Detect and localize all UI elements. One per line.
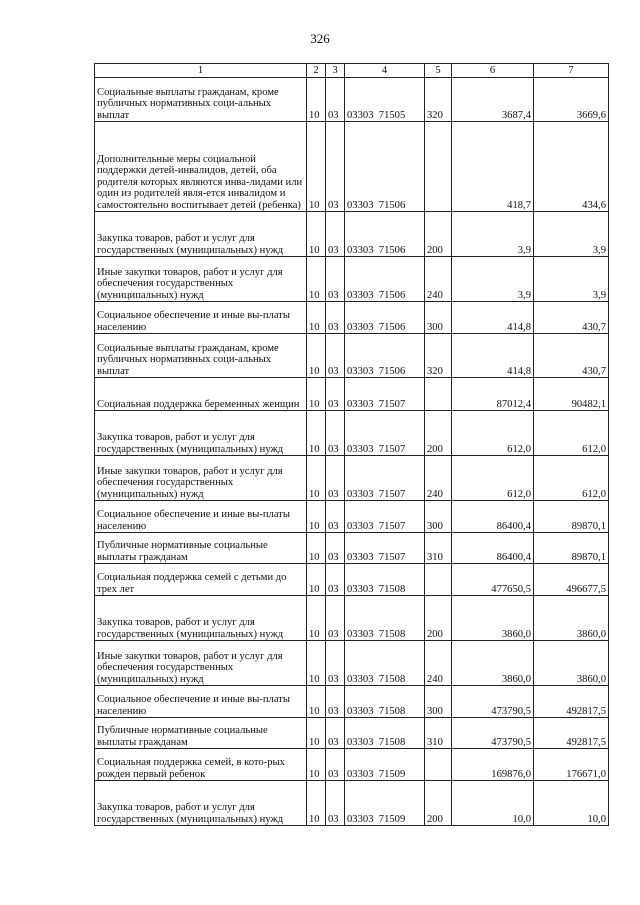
column-header-7: 7	[534, 64, 609, 78]
row-section: 10	[307, 596, 326, 641]
row-expense-type: 300	[425, 302, 452, 334]
row-section: 10	[307, 257, 326, 302]
row-expense-type: 200	[425, 781, 452, 826]
page-number: 326	[310, 31, 330, 46]
row-subsection: 03	[326, 411, 345, 456]
row-expense-type: 300	[425, 501, 452, 533]
row-subsection: 03	[326, 564, 345, 596]
row-target-article: 03303 71509	[345, 781, 425, 826]
column-header-2: 2	[307, 64, 326, 78]
row-target-article: 03303 71507	[345, 411, 425, 456]
row-expense-type: 320	[425, 78, 452, 122]
row-target-article: 03303 71507	[345, 456, 425, 501]
row-section: 10	[307, 718, 326, 749]
row-name: Социальная поддержка семей, в кото-рых рожден первый ребенок	[95, 749, 307, 781]
row-expense-type: 240	[425, 641, 452, 686]
row-amount-6: 3860,0	[452, 641, 534, 686]
row-name: Социальное обеспечение и иные вы-платы населению	[95, 686, 307, 718]
row-subsection: 03	[326, 501, 345, 533]
table-row	[95, 411, 609, 456]
row-amount-6: 3,9	[452, 212, 534, 257]
row-amount-6: 477650,5	[452, 564, 534, 596]
row-amount-7: 3669,6	[534, 78, 609, 122]
row-amount-6: 473790,5	[452, 686, 534, 718]
row-amount-7: 612,0	[534, 411, 609, 456]
row-target-article: 03303 71508	[345, 596, 425, 641]
row-expense-type: 240	[425, 456, 452, 501]
row-section: 10	[307, 334, 326, 378]
row-section: 10	[307, 564, 326, 596]
row-name: Закупка товаров, работ и услуг для государственных (муниципальных) нужд	[95, 596, 307, 641]
header-row	[95, 64, 609, 78]
row-name: Публичные нормативные социальные выплаты гражданам	[95, 533, 307, 564]
row-name: Закупка товаров, работ и услуг для государственных (муниципальных) нужд	[95, 781, 307, 826]
row-amount-7: 430,7	[534, 334, 609, 378]
column-header-6: 6	[452, 64, 534, 78]
row-expense-type: 200	[425, 411, 452, 456]
row-section: 10	[307, 686, 326, 718]
row-amount-6: 473790,5	[452, 718, 534, 749]
row-target-article: 03303 71507	[345, 501, 425, 533]
row-amount-7: 3,9	[534, 257, 609, 302]
table-row	[95, 212, 609, 257]
row-name: Дополнительные меры социальной поддержки детей-инвалидов, детей, оба родителя которых являются инва-лидами или один из родителей явля-ется инвалидом и самостоятельно воспитывает детей (ребенка)	[95, 122, 307, 212]
table-row	[95, 257, 609, 302]
row-target-article: 03303 71506	[345, 122, 425, 212]
row-name: Социальное обеспечение и иные вы-платы населению	[95, 302, 307, 334]
row-name: Социальное обеспечение и иные вы-платы населению	[95, 501, 307, 533]
row-section: 10	[307, 411, 326, 456]
row-target-article: 03303 71506	[345, 334, 425, 378]
row-amount-7: 430,7	[534, 302, 609, 334]
row-expense-type: 300	[425, 686, 452, 718]
column-header-4: 4	[345, 64, 425, 78]
row-name: Публичные нормативные социальные выплаты гражданам	[95, 718, 307, 749]
table-header	[95, 64, 609, 78]
row-amount-7: 3,9	[534, 212, 609, 257]
row-target-article: 03303 71506	[345, 302, 425, 334]
row-name: Иные закупки товаров, работ и услуг для обеспечения государственных (муниципальных) нужд	[95, 641, 307, 686]
row-name: Социальные выплаты гражданам, кроме публичных нормативных соци-альных выплат	[95, 334, 307, 378]
row-subsection: 03	[326, 749, 345, 781]
row-name: Социальная поддержка беременных женщин	[95, 378, 307, 411]
row-section: 10	[307, 122, 326, 212]
row-amount-7: 492817,5	[534, 686, 609, 718]
table-row	[95, 781, 609, 826]
row-section: 10	[307, 212, 326, 257]
row-expense-type: 310	[425, 533, 452, 564]
row-expense-type: 240	[425, 257, 452, 302]
row-target-article: 03303 71505	[345, 78, 425, 122]
row-section: 10	[307, 378, 326, 411]
table-row	[95, 378, 609, 411]
row-expense-type: 310	[425, 718, 452, 749]
row-amount-7: 3860,0	[534, 596, 609, 641]
row-subsection: 03	[326, 641, 345, 686]
column-header-3: 3	[326, 64, 345, 78]
budget-table	[94, 63, 609, 826]
row-expense-type	[425, 749, 452, 781]
row-amount-6: 3860,0	[452, 596, 534, 641]
row-amount-7: 10,0	[534, 781, 609, 826]
row-amount-6: 612,0	[452, 411, 534, 456]
row-section: 10	[307, 533, 326, 564]
row-subsection: 03	[326, 686, 345, 718]
row-amount-7: 434,6	[534, 122, 609, 212]
row-amount-7: 612,0	[534, 456, 609, 501]
row-amount-6: 414,8	[452, 302, 534, 334]
row-expense-type	[425, 122, 452, 212]
row-amount-7: 89870,1	[534, 533, 609, 564]
row-target-article: 03303 71508	[345, 718, 425, 749]
table-row	[95, 564, 609, 596]
row-subsection: 03	[326, 533, 345, 564]
row-amount-6: 418,7	[452, 122, 534, 212]
table-row	[95, 533, 609, 564]
row-name: Социальная поддержка семей с детьми до трех лет	[95, 564, 307, 596]
row-amount-7: 492817,5	[534, 718, 609, 749]
row-target-article: 03303 71508	[345, 564, 425, 596]
table-row	[95, 501, 609, 533]
table-body	[95, 78, 609, 826]
row-expense-type	[425, 378, 452, 411]
table-row	[95, 686, 609, 718]
row-subsection: 03	[326, 257, 345, 302]
row-target-article: 03303 71507	[345, 378, 425, 411]
row-amount-7: 89870,1	[534, 501, 609, 533]
row-name: Иные закупки товаров, работ и услуг для обеспечения государственных (муниципальных) нужд	[95, 257, 307, 302]
row-section: 10	[307, 781, 326, 826]
table-row	[95, 718, 609, 749]
table-row	[95, 596, 609, 641]
table-row	[95, 302, 609, 334]
row-target-article: 03303 71508	[345, 641, 425, 686]
row-amount-7: 496677,5	[534, 564, 609, 596]
row-name: Закупка товаров, работ и услуг для государственных (муниципальных) нужд	[95, 411, 307, 456]
row-subsection: 03	[326, 378, 345, 411]
column-header-1: 1	[95, 64, 307, 78]
row-amount-6: 86400,4	[452, 501, 534, 533]
row-amount-7: 3860,0	[534, 641, 609, 686]
row-section: 10	[307, 78, 326, 122]
table-row	[95, 334, 609, 378]
row-name: Иные закупки товаров, работ и услуг для обеспечения государственных (муниципальных) нужд	[95, 456, 307, 501]
row-target-article: 03303 71506	[345, 257, 425, 302]
table-row	[95, 78, 609, 122]
row-amount-7: 176671,0	[534, 749, 609, 781]
row-name: Социальные выплаты гражданам, кроме публичных нормативных соци-альных выплат	[95, 78, 307, 122]
row-section: 10	[307, 302, 326, 334]
row-amount-6: 10,0	[452, 781, 534, 826]
row-name: Закупка товаров, работ и услуг для государственных (муниципальных) нужд	[95, 212, 307, 257]
row-expense-type	[425, 564, 452, 596]
row-amount-6: 3,9	[452, 257, 534, 302]
row-subsection: 03	[326, 78, 345, 122]
row-subsection: 03	[326, 334, 345, 378]
row-amount-6: 414,8	[452, 334, 534, 378]
row-expense-type: 200	[425, 596, 452, 641]
row-subsection: 03	[326, 596, 345, 641]
row-amount-6: 86400,4	[452, 533, 534, 564]
row-amount-7: 90482,1	[534, 378, 609, 411]
table-row	[95, 749, 609, 781]
row-subsection: 03	[326, 302, 345, 334]
row-amount-6: 169876,0	[452, 749, 534, 781]
table-row	[95, 456, 609, 501]
row-target-article: 03303 71509	[345, 749, 425, 781]
row-subsection: 03	[326, 718, 345, 749]
row-expense-type: 320	[425, 334, 452, 378]
table-row	[95, 641, 609, 686]
row-subsection: 03	[326, 212, 345, 257]
row-section: 10	[307, 749, 326, 781]
row-amount-6: 612,0	[452, 456, 534, 501]
row-subsection: 03	[326, 781, 345, 826]
row-section: 10	[307, 641, 326, 686]
column-header-5: 5	[425, 64, 452, 78]
row-section: 10	[307, 501, 326, 533]
row-expense-type: 200	[425, 212, 452, 257]
row-subsection: 03	[326, 456, 345, 501]
row-section: 10	[307, 456, 326, 501]
row-target-article: 03303 71508	[345, 686, 425, 718]
row-amount-6: 3687,4	[452, 78, 534, 122]
row-subsection: 03	[326, 122, 345, 212]
row-target-article: 03303 71506	[345, 212, 425, 257]
row-target-article: 03303 71507	[345, 533, 425, 564]
table-row	[95, 122, 609, 212]
row-amount-6: 87012,4	[452, 378, 534, 411]
